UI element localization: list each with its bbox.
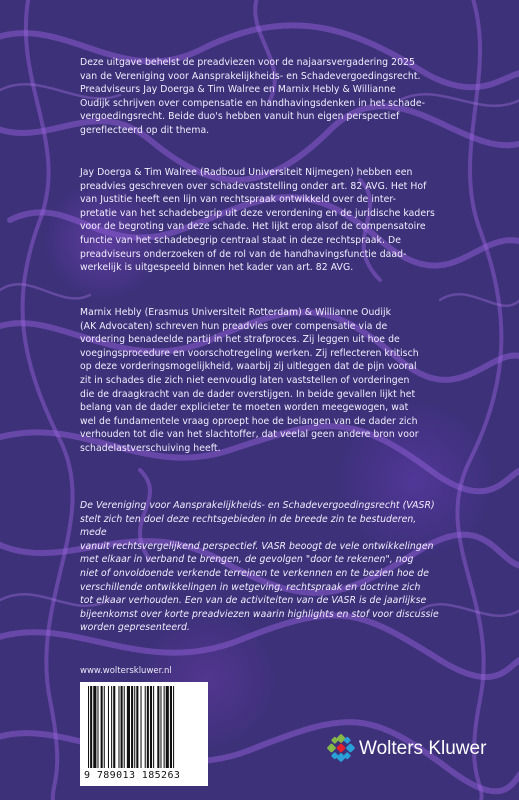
preadvies-1-line: voor de begroting van deze schade. Het lijkt erop alsof de compensatoire — [80, 221, 426, 233]
preadvies-2-line: op deze vorderingsmogelijkheid, waarbij zij uitleggen dat de pijn vooral — [80, 361, 417, 373]
vasr-about-line: worden gepresenteerd. — [80, 622, 190, 634]
preadvies-1-line: preadvies geschreven over schadevaststelling onder art. 82 AVG. Het Hof — [80, 180, 427, 192]
preadvies-2-line: zit in schades die zich niet eenvoudig laten vaststellen of vorderingen — [80, 374, 410, 386]
intro-line: Oudijk schrijven over compensatie en handhavingsdenken in het schade- — [80, 97, 426, 109]
intro-paragraph — [80, 56, 440, 138]
vasr-about-line: bijeenkomst over korte preadviezen waarin highlights en stof voor discussie — [80, 608, 439, 620]
preadvies-1-line: werkelijk is uitgespeeld binnen het kader van art. 82 AVG. — [80, 262, 354, 274]
intro-line: vergoedingsrecht. Beide duo's hebben vanuit hun eigen perspectief — [80, 111, 400, 123]
preadvies-2-line: (AK Advocaten) schreven hun preadvies over compensatie via de — [80, 320, 388, 332]
wolters-kluwer-logo-icon — [327, 734, 355, 762]
barcode — [80, 682, 208, 786]
vasr-about-line: met elkaar in verband te brengen, de gevolgen "door te rekenen", nog — [80, 554, 414, 566]
isbn-number: 9 789013 185263 — [84, 770, 181, 781]
vasr-about-paragraph — [80, 499, 440, 635]
preadvies-1-line: pretatie van het schadebegrip uit deze verordening en de juridische kaders — [80, 207, 435, 219]
vasr-about-line: stelt zich ten doel deze rechtsgebieden in de breede zin te bestuderen, mede — [80, 513, 417, 539]
preadvies-2-line: belang van de dader explicieter te moeten worden meegewogen, wat — [80, 402, 409, 414]
vasr-about-line: verschillende ontwikkelingen in wetgeving, rechtspraak en doctrine zich — [80, 581, 421, 593]
intro-line: Preadviseurs Jay Doerga & Tim Walree en Marnix Hebly & Willianne — [80, 84, 396, 96]
publisher-name: Wolters Kluwer — [359, 738, 487, 759]
vasr-about-line: vanuit rechtsvergelijkend perspectief. VASR beoogt de vele ontwikkelingen — [80, 540, 434, 552]
preadvies-2-paragraph — [80, 306, 440, 456]
intro-line: Deze uitgave behelst de preadviezen voor de najaarsvergadering 2025 — [80, 57, 415, 68]
barcode-icon — [86, 686, 202, 768]
preadvies-1-line: preadviseurs onderzoeken of de rol van de handhavingsfunctie daad- — [80, 248, 407, 260]
preadvies-2-line: verhouden tot die van het slachtoffer, dat veelal geen andere bron voor — [80, 429, 419, 441]
preadvies-1-line: Jay Doerga & Tim Walree (Radboud Universiteit Nijmegen) hebben een — [80, 167, 413, 178]
preadvies-1-paragraph — [80, 166, 440, 275]
vasr-about-line: niet of onvoldoende verkende terreinen te verkennen en te bezien hoe de — [80, 567, 430, 579]
preadvies-1-line: van Justitie heeft een lijn van rechtspraak ontwikkeld over de inter- — [80, 194, 397, 206]
preadvies-2-line: die de draagkracht van de dader overstijgen. In beide gevallen lijkt het — [80, 388, 416, 400]
vasr-about-line: tot elkaar verhouden. Een van de activiteiten van de VASR is de jaarlijkse — [80, 595, 427, 607]
intro-line: van de Vereniging voor Aansprakelijkheids- en Schadevergoedingsrecht. — [80, 70, 421, 82]
preadvies-2-line: wel de fundamentele vraag oproept hoe de belangen van de dader zich — [80, 415, 418, 427]
preadvies-2-line: voegingsprocedure en voorschotregeling werken. Zij reflecteren kritisch — [80, 347, 419, 359]
preadvies-2-line: schadelastverschuiving heeft. — [80, 442, 221, 454]
publisher-url[interactable]: www.wolterskluwer.nl — [80, 666, 172, 676]
publisher-brand — [327, 734, 512, 764]
preadvies-2-line: vordering benadeelde partij in het strafproces. Zij leggen uit hoe de — [80, 334, 400, 346]
intro-line: gereflecteerd op dit thema. — [80, 124, 210, 136]
preadvies-1-line: functie van het schadebegrip centraal staat in deze rechtspraak. De — [80, 234, 401, 246]
vasr-about-line: De Vereniging voor Aansprakelijkheids- en Schadevergoedingsrecht (VASR) — [80, 500, 435, 511]
preadvies-2-line: Marnix Hebly (Erasmus Universiteit Rotterdam) & Willianne Oudijk — [80, 307, 392, 318]
